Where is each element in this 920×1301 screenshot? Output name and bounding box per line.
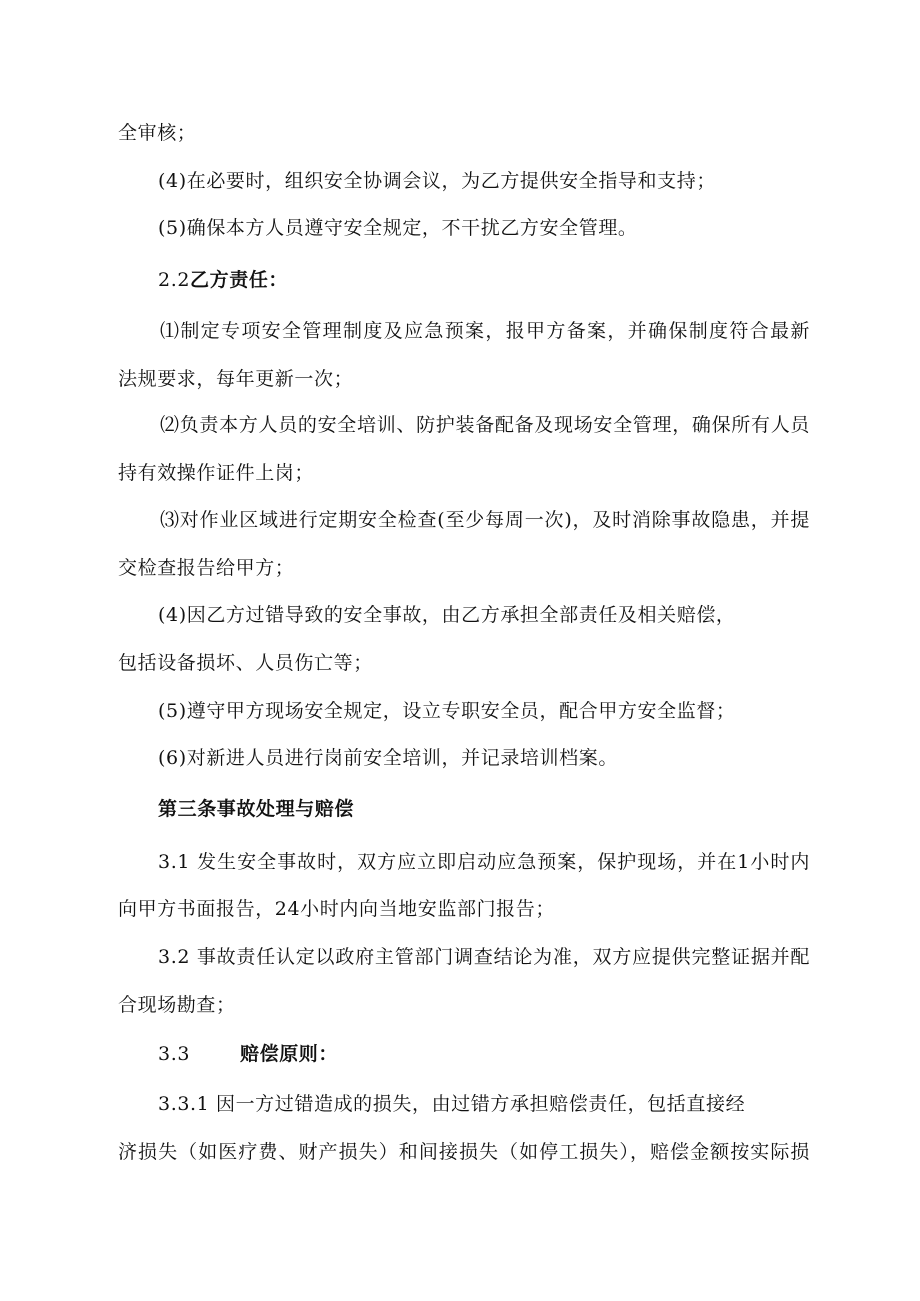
section-number: 2.2 xyxy=(158,269,191,291)
paragraph-line: ⑶对作业区域进行定期安全检查(至少每周一次)，及时消除事故隐患，并提 xyxy=(160,509,810,531)
paragraph-line: (4)在必要时，组织安全协调会议，为乙方提供安全指导和支持； xyxy=(158,170,716,192)
paragraph-line: 3.2 事故责任认定以政府主管部门调查结论为准，双方应提供完整证据并配 xyxy=(158,946,810,968)
paragraph-line: 包括设备损坏、人员伤亡等； xyxy=(118,652,373,674)
paragraph-line: 合现场勘查； xyxy=(118,994,236,1016)
paragraph-line: 法规要求，每年更新一次； xyxy=(118,368,354,390)
paragraph-line: (5)确保本方人员遵守安全规定，不干扰乙方安全管理。 xyxy=(158,217,638,239)
section-heading-3-3 xyxy=(158,1042,190,1066)
section-number: 3.3 xyxy=(158,1043,191,1065)
paragraph-line: 3.1 发生安全事故时，双方应立即启动应急预案，保护现场，并在1小时内 xyxy=(158,851,810,873)
paragraph-line: 交检查报告给甲方； xyxy=(118,557,295,579)
section-title: 赔偿原则： xyxy=(240,1043,339,1065)
section-title: 乙方责任： xyxy=(190,269,289,291)
paragraph-line: 向甲方书面报告，24小时内向当地安监部门报告； xyxy=(118,898,555,920)
paragraph-line: (5)遵守甲方现场安全规定，设立专职安全员，配合甲方安全监督； xyxy=(158,700,736,722)
paragraph-line: 持有效操作证件上岗； xyxy=(118,462,315,484)
paragraph-line: (6)对新进人员进行岗前安全培训，并记录培训档案。 xyxy=(158,747,618,769)
paragraph-line: 3.3.1 因一方过错造成的损失，由过错方承担赔偿责任，包括直接经 xyxy=(158,1093,746,1115)
paragraph-line: ⑴制定专项安全管理制度及应急预案，报甲方备案，并确保制度符合最新 xyxy=(160,320,810,342)
paragraph-line: 济损失（如医疗费、财产损失）和间接损失（如停工损失），赔偿金额按实际损 xyxy=(118,1141,810,1163)
section-heading-2-2 xyxy=(158,268,288,292)
article-heading: 第三条事故处理与赔偿 xyxy=(158,798,355,820)
paragraph-line: 全审核； xyxy=(118,122,197,144)
paragraph-line: ⑵负责本方人员的安全培训、防护装备配备及现场安全管理，确保所有人员 xyxy=(160,414,810,436)
paragraph-line: (4)因乙方过错导致的安全事故，由乙方承担全部责任及相关赔偿， xyxy=(158,604,736,626)
